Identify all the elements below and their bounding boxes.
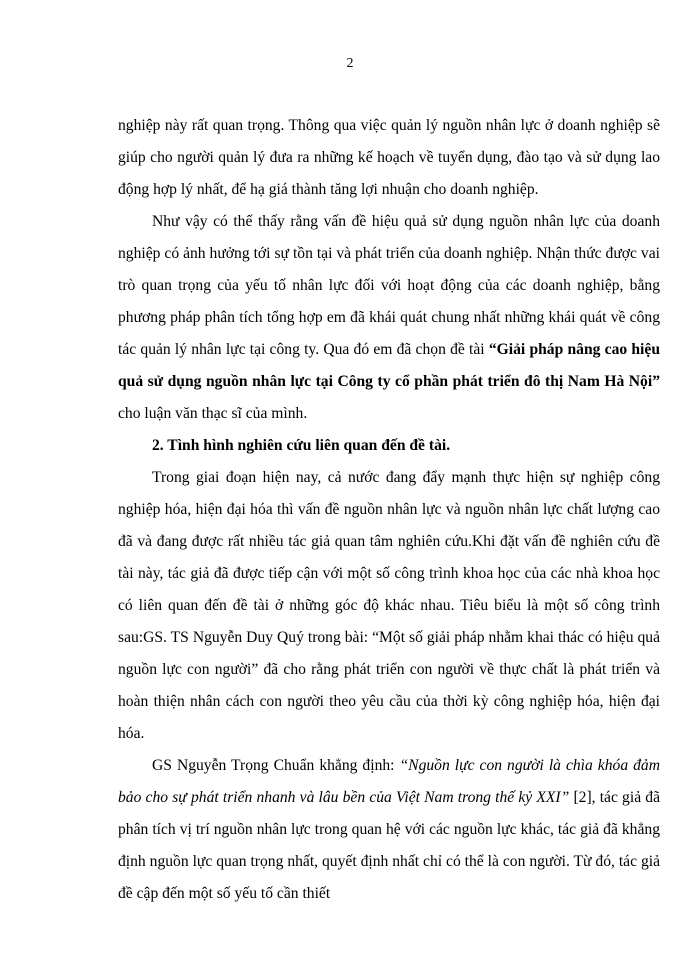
paragraph-4-text: GS Nguyễn Trọng Chuẩn khẳng định:	[152, 757, 400, 774]
section-heading: 2. Tình hình nghiên cứu liên quan đến đề tài.	[152, 437, 451, 454]
paragraph-2-end: cho luận văn thạc sĩ của mình.	[118, 405, 308, 422]
paragraph-1: nghiệp này rất quan trọng. Thông qua việc quản lý nguồn nhân lực ở doanh nghiệp sẽ giúp cho người quản lý đưa ra những kế hoạch về tuyển dụng, đào tạo và sử dụng lao động hợp lý nhất, để hạ giá thành tăng lợi nhuận cho doanh nghiệp.	[118, 117, 660, 198]
page-number: 2	[346, 56, 354, 71]
paragraph-2-text: Như vậy có thể thấy rằng vấn đề hiệu quả sử dụng nguồn nhân lực của doanh nghiệp có ảnh hưởng tới sự tồn tại và phát triển của doanh nghiệp. Nhận thức được vai trò quan trọng của yếu tố nhân lực đối với hoạt động của các doanh nghiệp, bằng phương pháp phân tích tổng hợp em đã khái quát chung nhất những khái quát về công tác quản lý nhân lực tại công ty. Qua đó em đã chọn đề tài	[118, 213, 660, 358]
quotation: “Nguồn lực con người là chìa khóa đảm bảo cho sự phát triển nhanh và lâu bền của Việt Nam trong thế kỷ XXI”	[118, 757, 660, 806]
document-body	[118, 110, 660, 910]
paragraph-4-end: [2], tác giả đã phân tích vị trí nguồn nhân lực trong quan hệ với các nguồn lực khác, tác giả đã khẳng định nguồn lực quan trọng nhất, quyết định nhất chỉ có thể là con người. Từ đó, tác giả đề cập đến một số yếu tố cần thiết	[118, 789, 660, 902]
paragraph-3: Trong giai đoạn hiện nay, cả nước đang đẩy mạnh thực hiện sự nghiệp công nghiệp hóa, hiện đại hóa thì vấn đề nguồn nhân lực và nguồn nhân lực chất lượng cao đã và đang được rất nhiều tác giả quan tâm nghiên cứu.Khi đặt vấn đề nghiên cứu đề tài này, tác giả đã được tiếp cận với một số công trình khoa học của các nhà khoa học có liên quan đến đề tài ở những góc độ khác nhau. Tiêu biểu là một số công trình sau:GS. TS Nguyễn Duy Quý trong bài: “Một số giải pháp nhằm khai thác có hiệu quả nguồn lực con người” đã cho rằng phát triển con người về thực chất là phát triển và hoàn thiện nhân cách con người theo yêu cầu của thời kỳ công nghiệp hóa, hiện đại hóa.	[118, 469, 660, 742]
paragraph-2	[118, 206, 660, 430]
thesis-title: “Giải pháp nâng cao hiệu quả sử dụng nguồn nhân lực tại Công ty cổ phần phát triển đô thị Nam Hà Nội”	[118, 341, 660, 390]
paragraph-4	[118, 750, 660, 910]
